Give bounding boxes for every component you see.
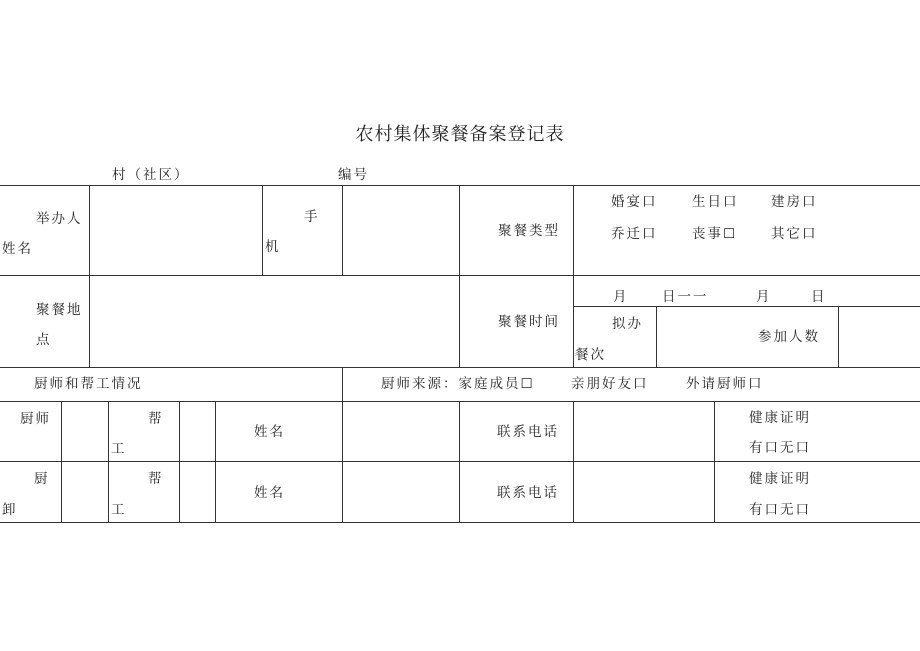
health2-label-2: 有口无口 bbox=[749, 502, 811, 518]
health-label-1: 健康证明 bbox=[749, 410, 811, 426]
rule-v bbox=[89, 275, 90, 367]
chef-label: 厨师 bbox=[20, 411, 51, 427]
rule-v bbox=[342, 401, 343, 522]
rule-time-split bbox=[573, 306, 920, 307]
village-label: 村（社区） bbox=[112, 167, 190, 183]
host-name-label-2: 姓名 bbox=[2, 241, 33, 257]
plan-label-1: 拟办 bbox=[612, 316, 643, 332]
chef2-label-2: 卸 bbox=[2, 502, 18, 518]
rule-v bbox=[459, 401, 460, 522]
health2-label-1: 健康证明 bbox=[749, 471, 811, 487]
host-name-label-1: 举办人 bbox=[36, 211, 83, 227]
date-month-1: 月 bbox=[613, 289, 629, 305]
chef-source-label: 厨师来源：家庭成员☐ bbox=[381, 376, 535, 392]
rule-row1-bottom bbox=[0, 275, 920, 276]
rule-v bbox=[573, 401, 574, 522]
phone-label-1: 手 bbox=[304, 209, 320, 225]
option-wedding: 婚宴口 bbox=[611, 194, 658, 210]
name2-label: 姓名 bbox=[254, 485, 285, 501]
rule-v bbox=[459, 185, 460, 275]
rule-v bbox=[108, 401, 109, 522]
attendees-label: 参加人数 bbox=[758, 329, 820, 345]
location-label-1: 聚餐地 bbox=[36, 302, 83, 318]
source-hired: 外请厨师口 bbox=[686, 376, 764, 392]
location-label-2: 点 bbox=[36, 332, 52, 348]
option-house: 建房口 bbox=[771, 194, 818, 210]
option-move: 乔迁口 bbox=[611, 226, 658, 242]
option-other: 其它口 bbox=[771, 226, 818, 242]
form-title: 农村集体聚餐备案登记表 bbox=[355, 124, 565, 145]
rule-row4-bottom bbox=[0, 461, 920, 462]
rule-v bbox=[179, 401, 180, 522]
rule-v bbox=[89, 185, 90, 275]
rule-v bbox=[215, 401, 216, 522]
rule-v bbox=[656, 306, 657, 367]
number-label: 编号 bbox=[338, 167, 369, 183]
rule-v bbox=[714, 401, 715, 522]
rule-row2-bottom bbox=[0, 367, 920, 368]
rule-row3-bottom bbox=[0, 401, 920, 402]
helper-label-1: 帮 bbox=[148, 411, 164, 427]
plan-label-2: 餐次 bbox=[575, 347, 606, 363]
source-friends: 亲朋好友口 bbox=[571, 376, 649, 392]
rule-v bbox=[262, 185, 263, 275]
rule-v bbox=[838, 306, 839, 367]
chef-section-label: 厨师和帮工情况 bbox=[34, 376, 143, 392]
rule-v bbox=[61, 401, 62, 522]
rule-v bbox=[459, 275, 460, 367]
meal-time-label: 聚餐时间 bbox=[498, 314, 560, 330]
date-month-2: 月 bbox=[756, 289, 772, 305]
rule-v bbox=[573, 275, 574, 367]
rule-v bbox=[342, 185, 343, 275]
name-label: 姓名 bbox=[254, 424, 285, 440]
health-label-2: 有口无口 bbox=[749, 440, 811, 456]
helper2-label-1: 帮 bbox=[148, 471, 164, 487]
helper2-label-2: 工 bbox=[111, 502, 127, 518]
chef2-label-1: 厨 bbox=[34, 471, 50, 487]
contact-label: 联系电话 bbox=[497, 424, 559, 440]
phone-label-2: 机 bbox=[265, 239, 281, 255]
meal-type-label: 聚餐类型 bbox=[498, 223, 560, 239]
helper-label-2: 工 bbox=[111, 441, 127, 457]
date-day-2: 日 bbox=[811, 289, 827, 305]
rule-top bbox=[0, 185, 920, 186]
rule-v bbox=[573, 185, 574, 275]
option-birthday: 生日口 bbox=[692, 194, 739, 210]
contact2-label: 联系电话 bbox=[497, 485, 559, 501]
date-day-1: 日一一 bbox=[662, 289, 709, 305]
option-funeral: 丧事☐ bbox=[692, 226, 738, 242]
rule-v bbox=[342, 367, 343, 401]
rule-row5-bottom bbox=[0, 522, 920, 523]
